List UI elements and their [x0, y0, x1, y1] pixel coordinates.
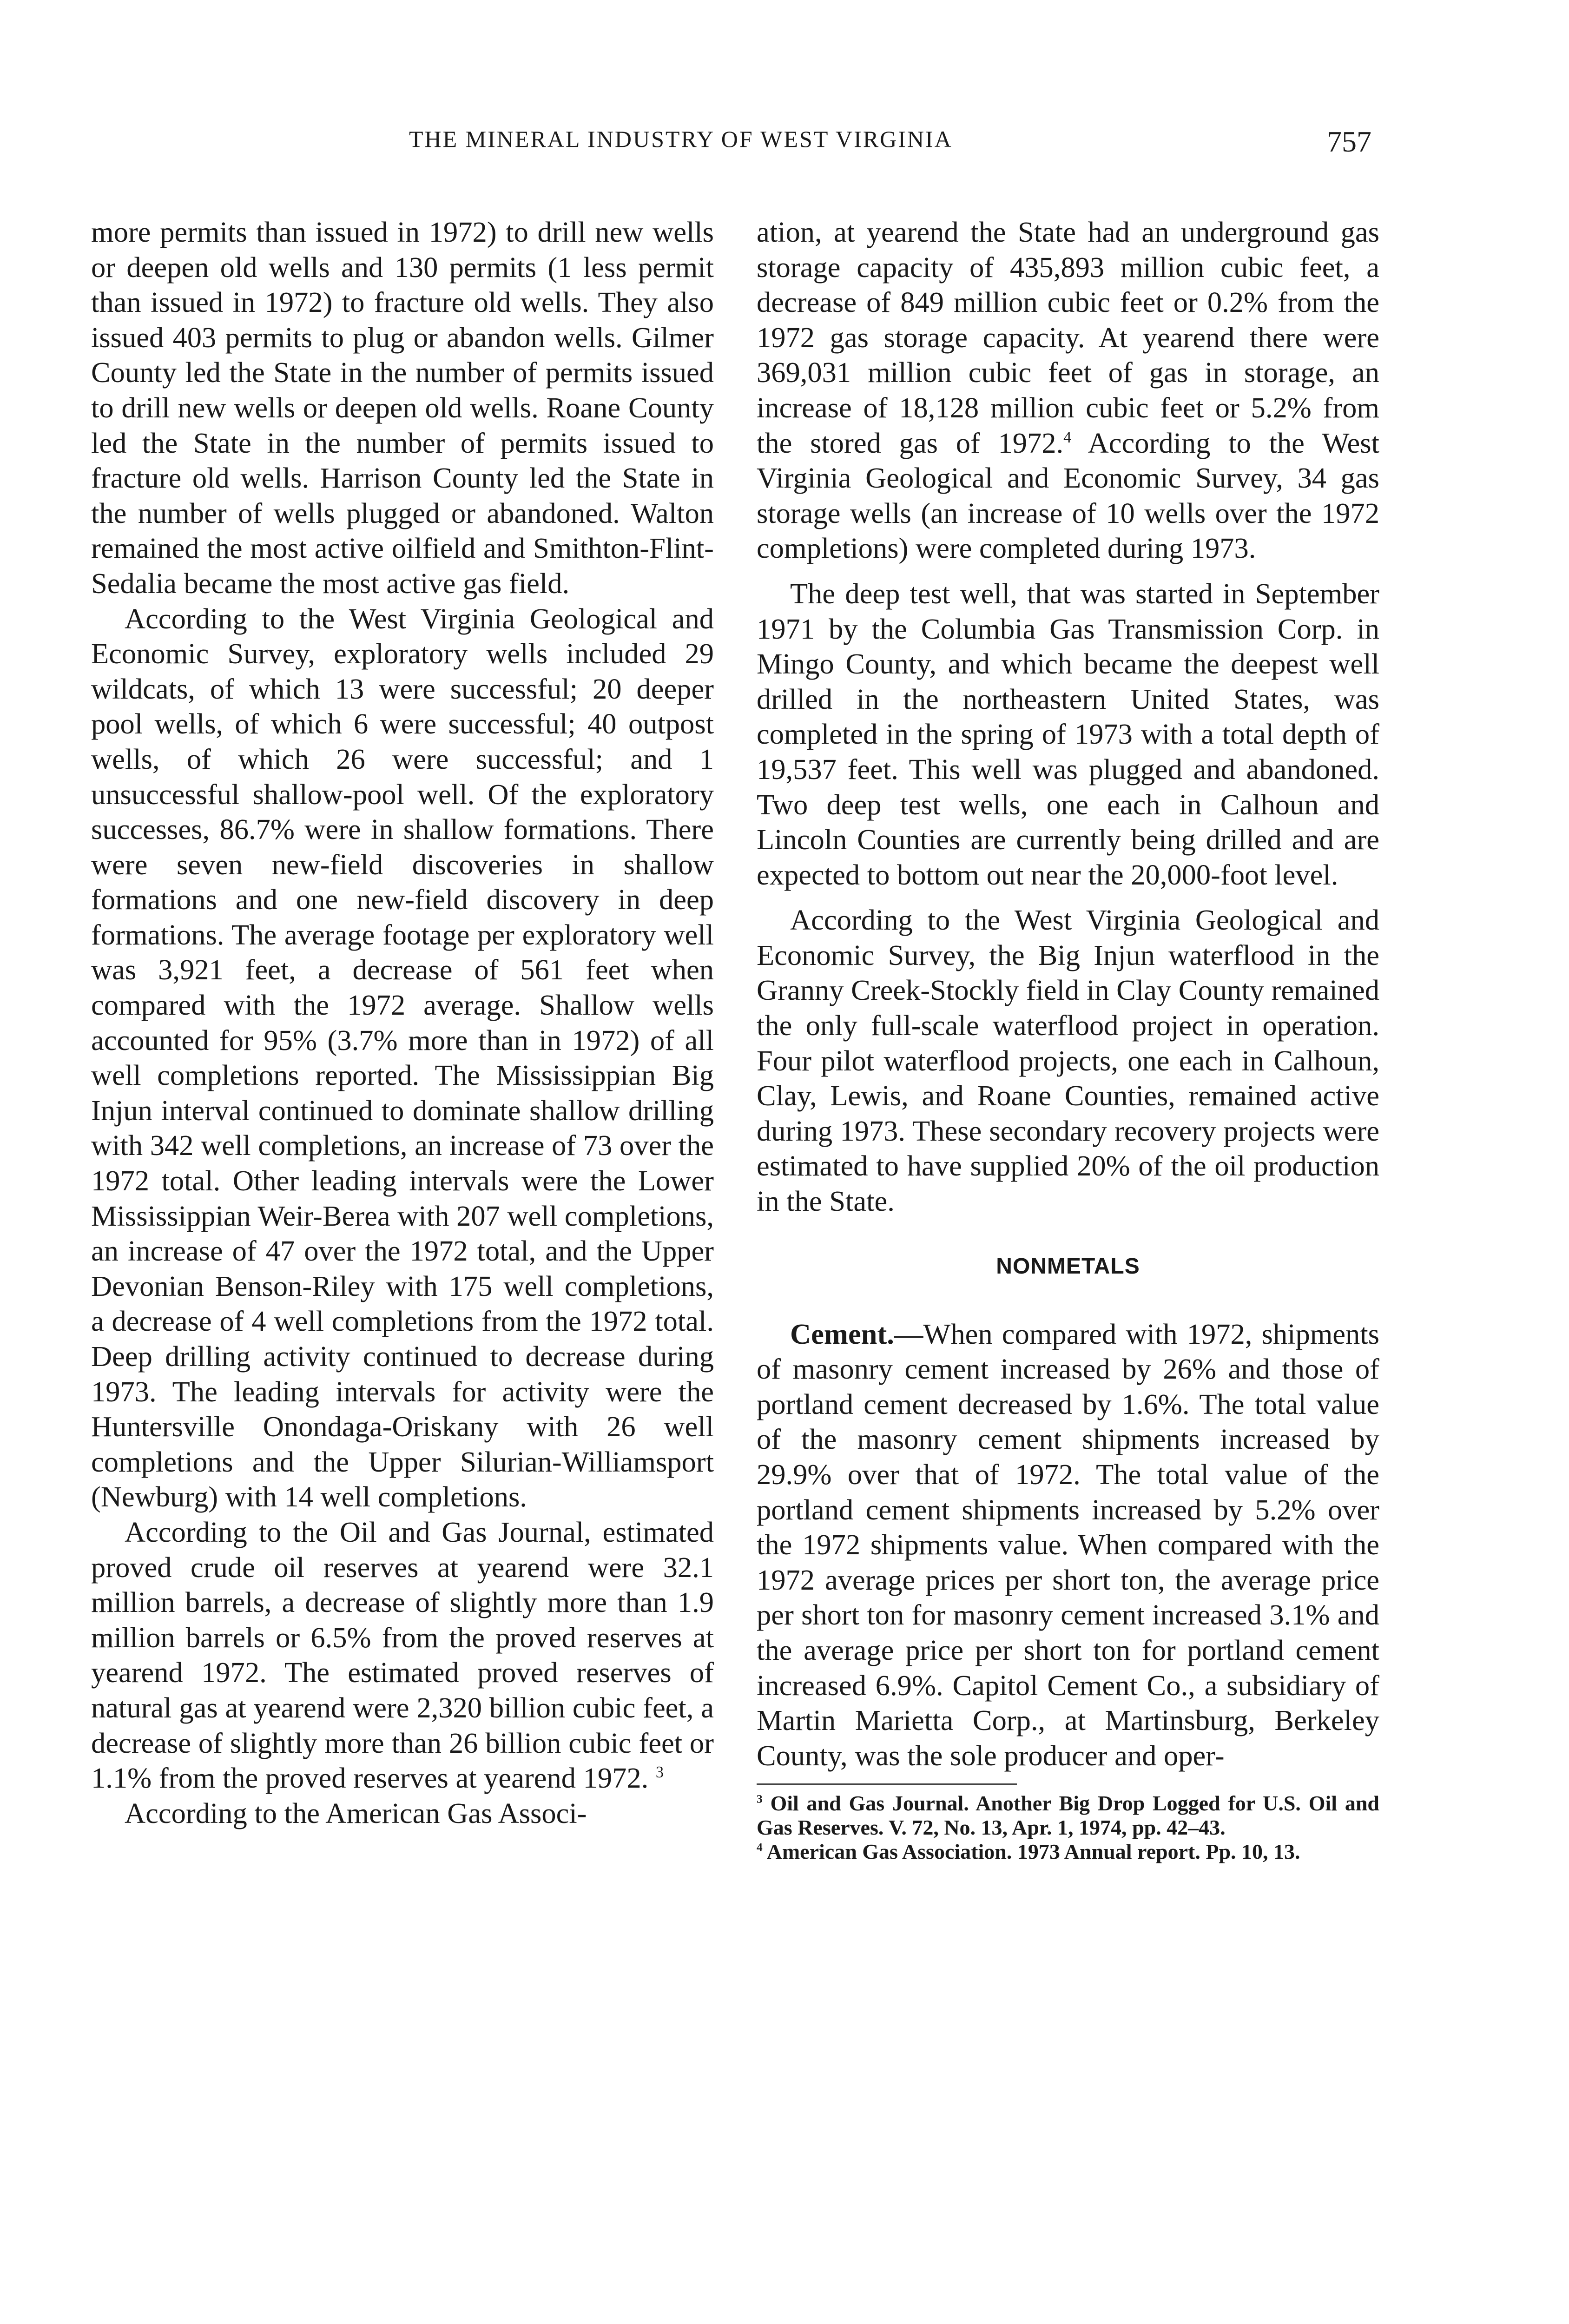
left-column — [91, 215, 714, 1831]
paragraph: According to the American Gas Associ- — [125, 1796, 587, 1829]
footnote-marker: 4 — [757, 1841, 763, 1855]
footnote-divider — [757, 1783, 1017, 1785]
footnote-ref: 3 — [655, 1763, 664, 1782]
paragraph — [91, 1515, 714, 1796]
section-heading: NONMETALS — [996, 1254, 1140, 1279]
paragraph: According to the West Virginia Geological and Economic Survey, the Big Injun waterflood in the Granny Creek-Stockly field in Clay County remained the only full-scale waterflood project in operation. Four pilot waterflood projects, one each in Calhoun, Clay, Lewis, and Roane Counties, remained active during 1973. These secondary recovery projects were estimated to have supplied 20% of the oil production in the State. — [757, 904, 1379, 1218]
paragraph-text: According to the Oil and Gas Journal, estimated proved crude oil reserves at yearend were 32.1 million barrels, a decrease of slightly more than 1.9 million barrels or 6.5% from the proved reserves at yearend 1972. The estimated proved reserves of natural gas at yearend were 2,320 billion cubic feet, a decrease of slightly more than 26 billion cubic feet or 1.1% from the proved reserves at yearend 1972. — [91, 1515, 714, 1795]
paragraph: more permits than issued in 1972) to drill new wells or deepen old wells and 130 permits (1 less permit than issued in 1972) to fracture old wells. They also issued 403 permits to plug or abandon wells. Gilmer County led the State in the number of permits issued to drill new wells or deepen old wells. Roane County led the State in the number of permits issued to fracture old wells. Harrison County led the State in the number of wells plugged or abandoned. Walton remained the most active oilfield and Smithton-Flint-Sedalia became the most active gas field. — [91, 216, 714, 600]
paragraph-text: —When compared with 1972, shipments of masonry cement increased by 26% and those of portland cement decreased by 1.6%. The total value of the masonry cement shipments increased by 29.9% over that of 1972. The total value of the portland cement shipments increased by 5.2% over the 1972 shipments value. When compared with the 1972 average prices per short ton, the average price per short ton for masonry cement increased 3.1% and the average price per short ton for portland cement increased 6.9%. Capitol Cement Co., a subsidiary of Martin Marietta Corp., at Martinsburg, Berkeley County, was the sole producer and oper- — [757, 1317, 1379, 1772]
footnote-ref: 4 — [1063, 428, 1072, 446]
paragraph-text: ation, at yearend the State had an underground gas storage capacity of 435,893 million cubic feet, a decrease of 849 million cubic feet or 0.2% from the 1972 gas storage capacity. At yearend there were 369,031 million cubic feet of gas in storage, an increase of 18,128 million cubic feet or 5.2% from the stored gas of 1972. — [757, 216, 1379, 459]
paragraph — [757, 1317, 1379, 1774]
paragraph: According to the West Virginia Geological and Economic Survey, exploratory wells included 29 wildcats, of which 13 were successful; 20 deeper pool wells, of which 6 were successful; 40 outpost wells, of which 26 were successful; and 1 unsuccessful shallow-pool well. Of the exploratory successes, 86.7% were in shallow formations. There were seven new-field discoveries in shallow formations and one new-field discovery in deep formations. The average footage per exploratory well was 3,921 feet, a decrease of 561 feet when compared with the 1972 average. Shallow wells accounted for 95% (3.7% more than in 1972) of all well completions reported. The Mississippian Big Injun interval continued to dominate shallow drilling with 342 well completions, an increase of 73 over the 1972 total. Other leading intervals were the Lower Mississippian Weir-Berea with 207 well completions, an increase of 47 over the 1972 total, and the Upper Devonian Benson-Riley with 175 well completions, a decrease of 4 well completions from the 1972 total. Deep drilling activity continued to decrease during 1973. The leading intervals for activity were the Huntersville Onondaga-Oriskany with 26 well completions and the Upper Silurian-Williamsport (Newburg) with 14 well completions. — [91, 602, 714, 1513]
run-in-heading: Cement. — [790, 1317, 894, 1350]
page-number: 757 — [1327, 125, 1371, 158]
page-header — [0, 125, 1569, 163]
footnote-text: Oil and Gas Journal. Another Big Drop Logged for U.S. Oil and Gas Reserves. V. 72, No. 13, Apr. 1, 1974, pp. 42–43. — [757, 1791, 1379, 1840]
footnote-text: American Gas Association. 1973 Annual report. Pp. 10, 13. — [766, 1840, 1300, 1864]
footnote — [757, 1840, 1379, 1864]
paragraph — [757, 215, 1379, 566]
running-title: THE MINERAL INDUSTRY OF WEST VIRGINIA — [409, 126, 953, 152]
paragraph-text: According to the West Virginia Geological and Economic Survey, 34 gas storage wells (an increase of 10 wells over the 1972 completions) were completed during 1973. — [757, 426, 1379, 565]
footnote — [757, 1791, 1379, 1840]
paragraph: The deep test well, that was started in September 1971 by the Columbia Gas Transmission Corp. in Mingo County, and which became the deepest well drilled in the northeastern United States, was completed in the spring of 1973 with a total depth of 19,537 feet. This well was plugged and abandoned. Two deep test wells, one each in Calhoun and Lincoln Counties are currently being drilled and are expected to bottom out near the 20,000-foot level. — [757, 577, 1379, 891]
footnote-marker: 3 — [757, 1793, 763, 1806]
right-column — [757, 215, 1379, 1864]
